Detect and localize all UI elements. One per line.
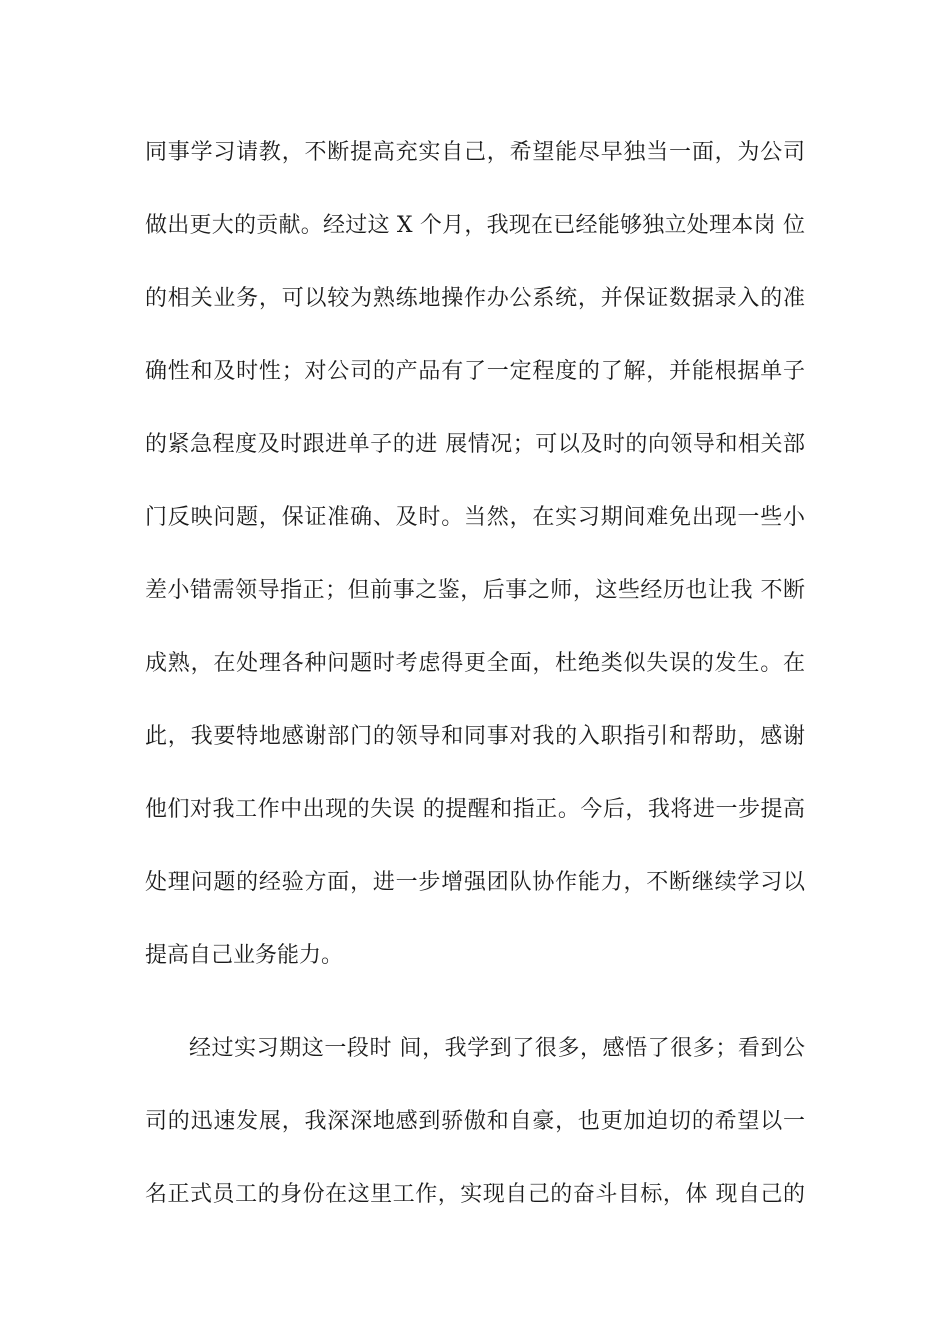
paragraph-line-15: 名正式员工的身份在这里工作，实现自己的奋斗目标，体 现自己的 (145, 1182, 805, 1207)
paragraph-line-13: 经过实习期这一段时 间，我学到了很多，感悟了很多；看到公 (189, 1036, 805, 1061)
paragraph-line-8: 成熟，在处理各种问题时考虑得更全面，杜绝类似失误的发生。在 (145, 651, 805, 676)
paragraph-line-10: 他们对我工作中出现的失误 的提醒和指正。今后，我将进一步提高 (145, 797, 805, 822)
paragraph-line-2: 做出更大的贡献。经过这 X 个月，我现在已经能够独立处理本岗 位 (145, 213, 805, 238)
paragraph-line-7: 差小错需领导指正；但前事之鉴，后事之师，这些经历也让我 不断 (145, 578, 805, 603)
paragraph-line-12: 提高自己业务能力。 (145, 943, 344, 968)
paragraph-line-11: 处理问题的经验方面，进一步增强团队协作能力，不断继续学习以 (145, 870, 805, 895)
paragraph-line-14: 司的迅速发展，我深深地感到骄傲和自豪，也更加迫切的希望以一 (145, 1109, 805, 1134)
paragraph-line-6: 门反映问题，保证准确、及时。当然，在实习期间难免出现一些小 (145, 505, 805, 530)
paragraph-line-9: 此，我要特地感谢部门的领导和同事对我的入职指引和帮助，感谢 (145, 724, 805, 749)
paragraph-line-5: 的紧急程度及时跟进单子的进 展情况；可以及时的向领导和相关部 (145, 432, 805, 457)
paragraph-line-1: 同事学习请教，不断提高充实自己，希望能尽早独当一面，为公司 (145, 140, 805, 165)
paragraph-line-3: 的相关业务，可以较为熟练地操作办公系统，并保证数据录入的准 (145, 286, 805, 311)
paragraph-line-4: 确性和及时性；对公司的产品有了一定程度的了解，并能根据单子 (145, 359, 805, 384)
